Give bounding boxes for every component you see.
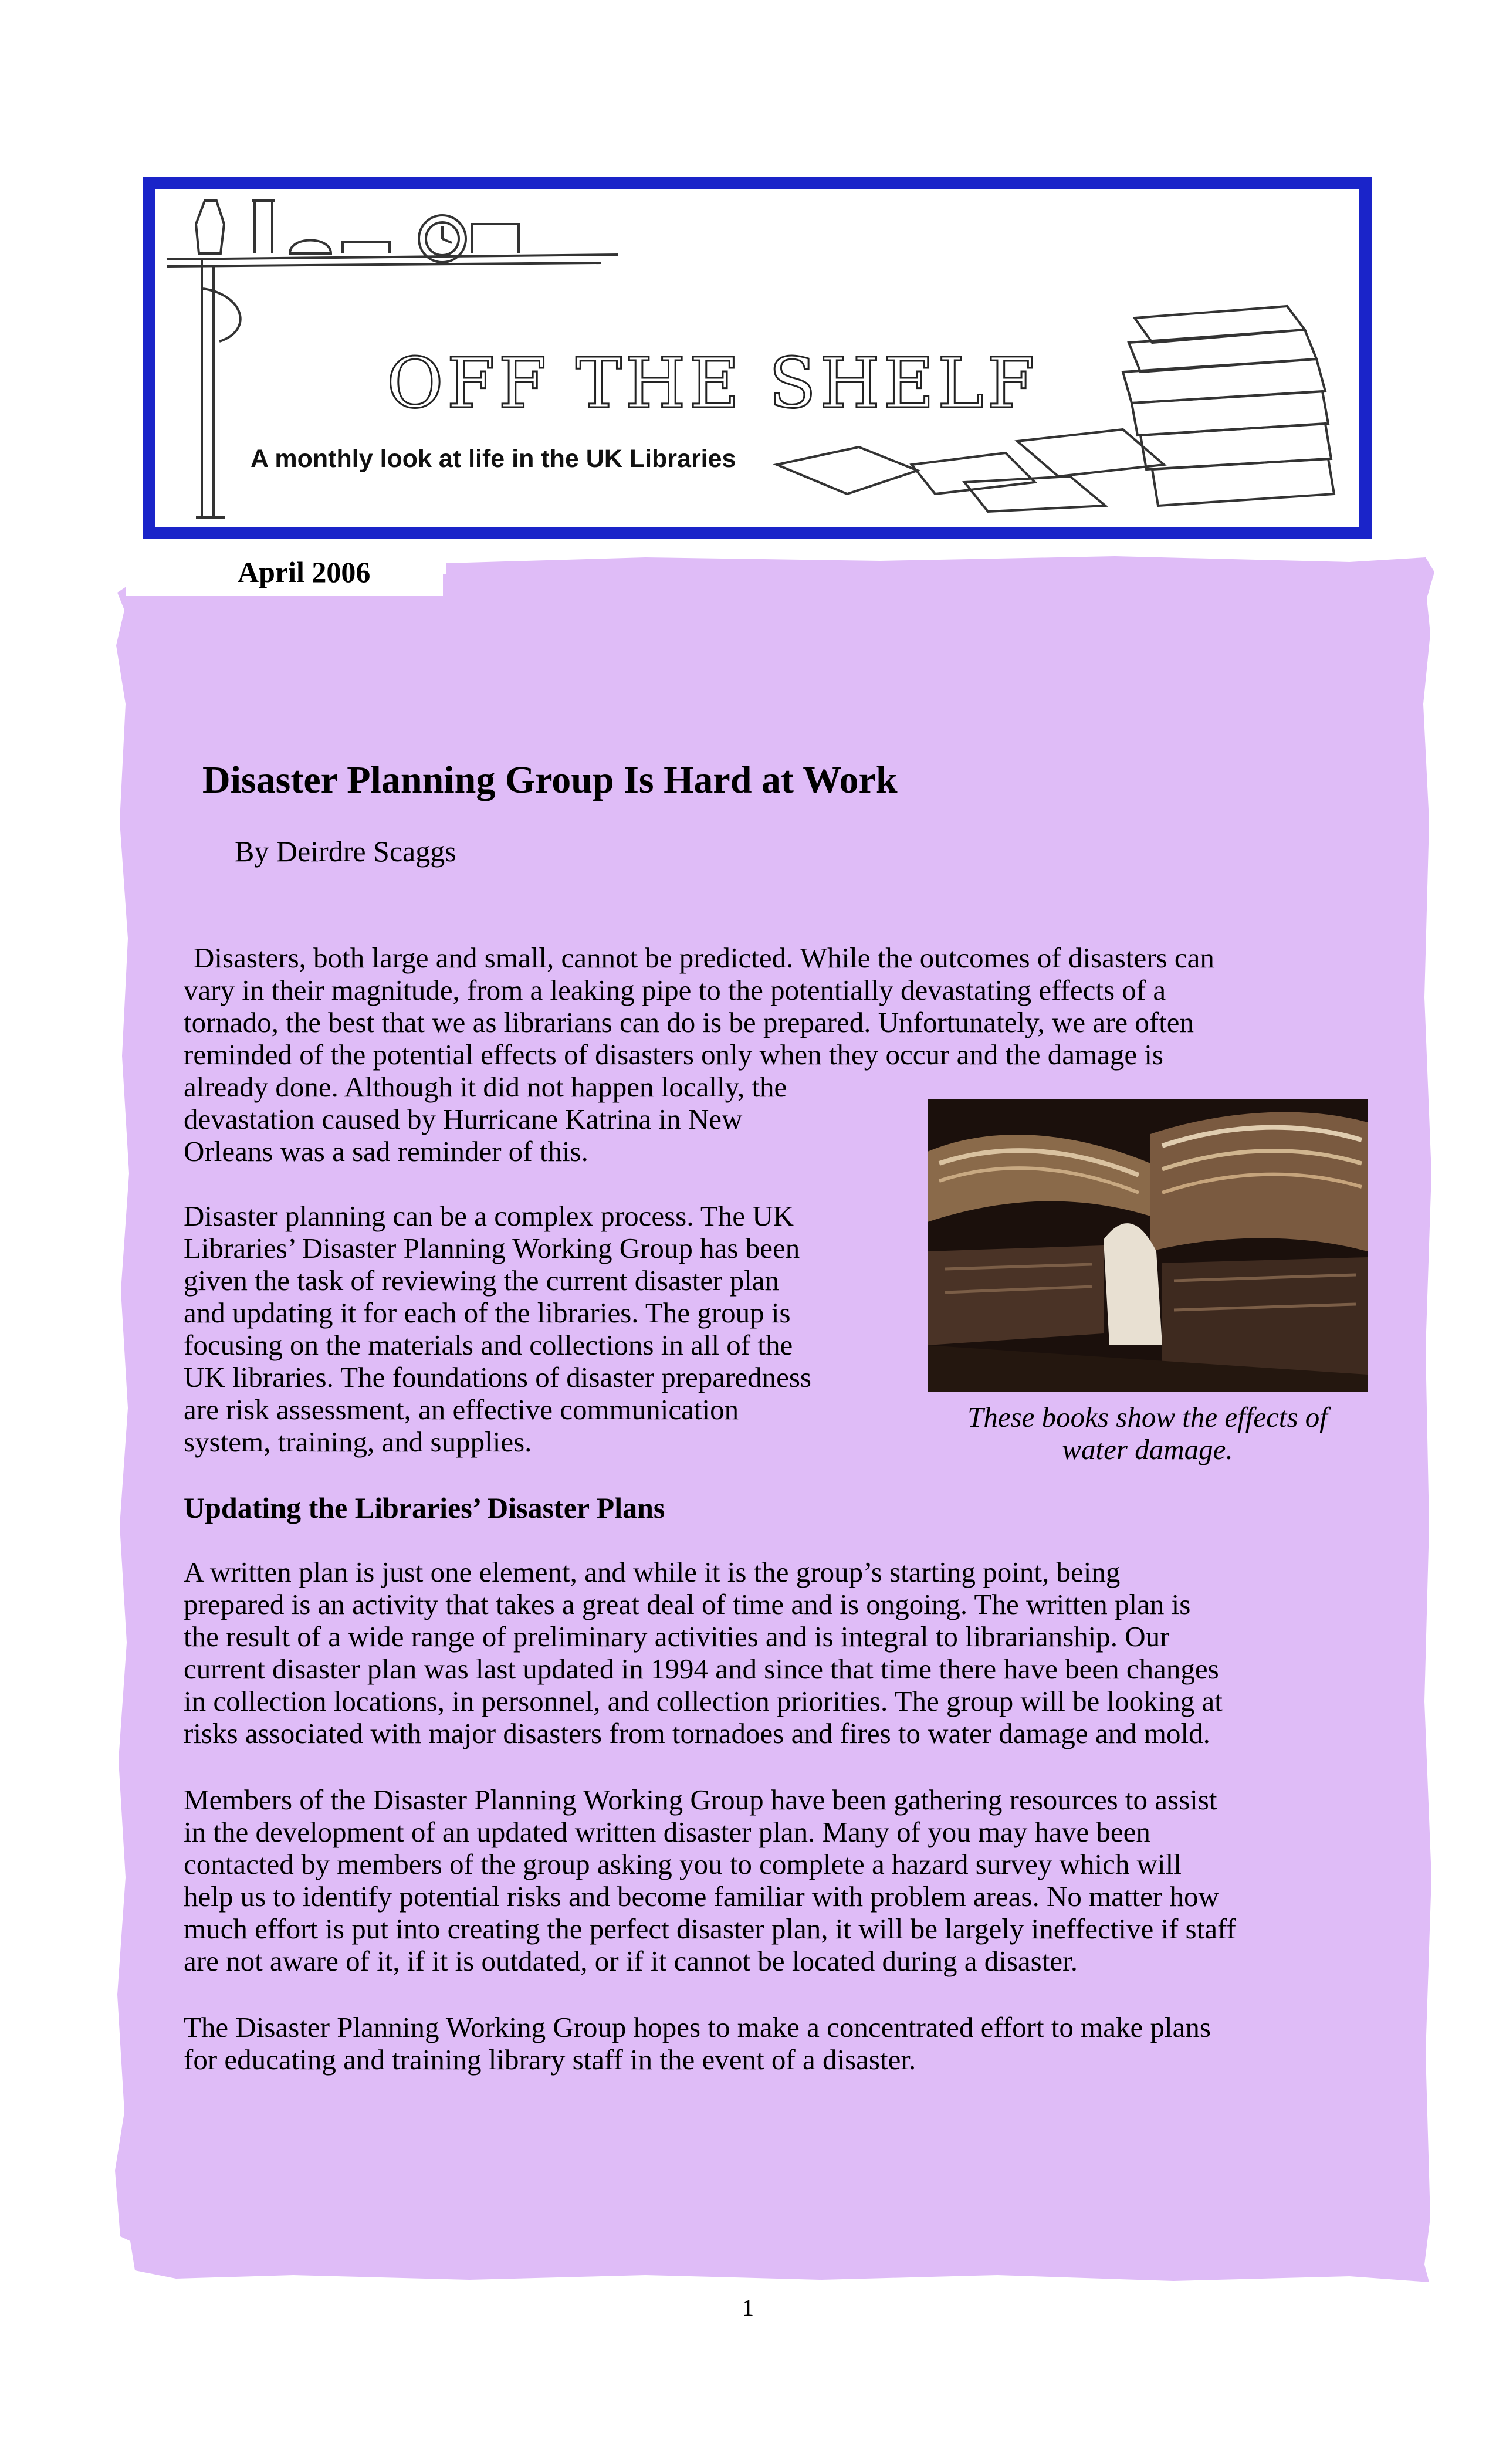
article-headline: Disaster Planning Group Is Hard at Work <box>202 759 898 801</box>
masthead-tagline: A monthly look at life in the UK Libraries <box>251 445 736 473</box>
text-line: for educating and training library staff in the event of a disaster. <box>184 2043 916 2076</box>
text-line: focusing on the materials and collections in all of the <box>184 1329 793 1361</box>
photo-caption <box>928 1401 1368 1465</box>
text-line: current disaster plan was last updated in 1994 and since that time there have been changes <box>184 1653 1219 1685</box>
text-line: Orleans was a sad reminder of this. <box>184 1135 588 1167</box>
text-line: system, training, and supplies. <box>184 1426 532 1458</box>
text-line: are risk assessment, an effective communication <box>184 1393 739 1426</box>
section-subheading: Updating the Libraries’ Disaster Plans <box>184 1491 665 1524</box>
masthead-title: OFF THE SHELF <box>387 343 1039 424</box>
text-line: tornado, the best that we as librarians can do is be prepared. Unfortunately, we are often <box>184 1006 1194 1038</box>
text-line: and updating it for each of the libraries. The group is <box>184 1297 791 1329</box>
text-line: are not aware of it, if it is outdated, or if it cannot be located during a disaster. <box>184 1945 1078 1977</box>
text-line: devastation caused by Hurricane Katrina in New <box>184 1103 743 1135</box>
text-line: Disasters, both large and small, cannot be predicted. While the outcomes of disasters can <box>194 942 1214 974</box>
text-line: The Disaster Planning Working Group hopes to make a concentrated effort to make plans <box>184 2011 1211 2043</box>
text-line: help us to identify potential risks and become familiar with problem areas. No matter how <box>184 1880 1219 1913</box>
text-line: the result of a wide range of preliminary activities and is integral to librarianship. Our <box>184 1620 1170 1653</box>
text-line: reminded of the potential effects of disasters only when they occur and the damage is <box>184 1038 1163 1071</box>
caption-line: These books show the effects of <box>967 1401 1328 1433</box>
text-line: already done. Although it did not happen locally, the <box>184 1071 787 1103</box>
issue-date-tab <box>126 550 443 596</box>
text-line: Disaster planning can be a complex process. The UK <box>184 1200 794 1232</box>
text-line: UK libraries. The foundations of disaster preparedness <box>184 1361 811 1393</box>
text-line: given the task of reviewing the current disaster plan <box>184 1264 780 1297</box>
text-line: in collection locations, in personnel, and collection priorities. The group will be looking at <box>184 1685 1223 1717</box>
issue-date: April 2006 <box>238 556 371 588</box>
article-byline: By Deirdre Scaggs <box>235 835 456 868</box>
text-line: contacted by members of the group asking you to complete a hazard survey which will <box>184 1848 1182 1880</box>
text-line: Libraries’ Disaster Planning Working Group has been <box>184 1232 800 1264</box>
page-number: 1 <box>742 2294 754 2321</box>
text-line: risks associated with major disasters from tornadoes and fires to water damage and mold. <box>184 1717 1210 1749</box>
text-line: A written plan is just one element, and while it is the group’s starting point, being <box>184 1556 1121 1588</box>
text-line: Members of the Disaster Planning Working Group have been gathering resources to assist <box>184 1783 1217 1816</box>
water-damaged-books-photo <box>928 1099 1368 1392</box>
text-line: prepared is an activity that takes a great deal of time and is ongoing. The written plan is <box>184 1588 1191 1620</box>
caption-line: water damage. <box>1062 1433 1233 1465</box>
text-line: much effort is put into creating the perfect disaster plan, it will be largely ineffective if staff <box>184 1913 1236 1945</box>
text-line: vary in their magnitude, from a leaking pipe to the potentially devastating effects of a <box>184 974 1166 1006</box>
text-line: in the development of an updated written disaster plan. Many of you may have been <box>184 1816 1150 1848</box>
